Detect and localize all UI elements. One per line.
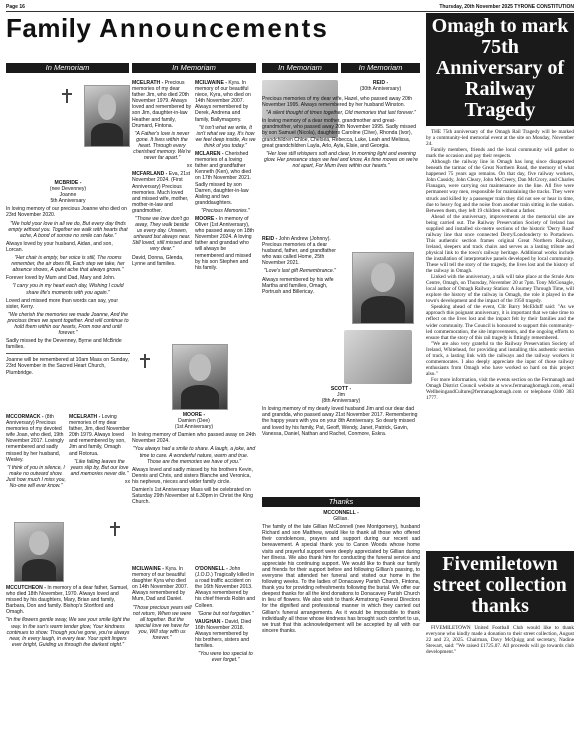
portrait-photo	[352, 252, 414, 324]
page-header	[6, 4, 574, 12]
notice-reid-heading: REID - (30th Anniversary)	[359, 80, 402, 92]
page-number: Page 16	[6, 4, 25, 10]
article-body-fivemiletown: FIVEMILETOWN United Football Club would like to thank everyone who kindly made a donation to their street collection, August 22 and 23, 2025. Chairman, Davy McQuigg and secretary, Nadine Stewart, said: "We raised £1725.07. All proceeds will go towards club development."	[426, 625, 574, 656]
page-title	[6, 13, 426, 43]
section-strip-3: In Memoriam	[262, 63, 338, 73]
section-strip-2: In Memoriam	[132, 63, 256, 73]
article-title-fivemiletown: Fivemiletown street collection thanks	[426, 551, 574, 622]
article-body-railway: THE 75th anniversary of the Omagh Rail Tragedy will be marked by a community-led memorial event at the site on Monday, November 24. Family members, friends and the local community will gather to mark the occasion and pay their respects. Although the railway line in Omagh has long since disappeared beneath the tarmac of the Great Northern Road, the memory of what happened 75 years ago remains. On that day, five railway workers, John Cassidy, John Cleary, John McCreery, Dan McCrory, and Charles Flanagan, were carrying out maintenance on the line. All five were permanent way men, responsible for maintaining the tracks. They were struck and killed by a passenger train they did not see or hear in time, due to heavy fog and the noise from another train sitting in the station. Between them, they left 19 children without a father. Ahead of the anniversary, improvements at the memorial site are being carried out. The Railway Preservation Society of Ireland has supplied and installed six-metre sections of the historic 'Derry Road' railway line that once connected Derry/Londonderry to Portadown. This authentic section frames original Great Northern Railway, Ireland, sleepers and track chairs and serves as a lasting tribute and physical link to the town's railway heritage. Additional works include the installation of interpretative panels developed by local community. These will tell the story of the tragedy, the lives lost and the history of the railway in Omagh. Linked with the anniversary, a talk will take place at the Strule Arts Centre, Omagh, on Thursday, November 20 at 7pm. Tony McGonagle, local author of Omagh Railway Station: A Journey Through Time, will explore the history of the railway in Omagh, the role it played in the town's development and the impact of the 1950 tragedy. Speaking ahead of the event, Cllr Barry McElduff said: "As we approach this poignant anniversary, it is important that we take time to reflect on the lives lost and the impact felt by their families and the wider community. The Council is honoured to support this community-led commemoration, the site improvements, and the ongoing efforts to ensure that the story of this rail tragedy is fittingly remembered. "We are also very grateful to the Railway Preservation Society of Ireland, Whitehead, for providing and installing this authentic section of track, a lasting link with the railways and the railway workers it commemorates. I also deeply appreciate the input of those railway enthusiasts from Omagh who have worked so hard on this project also." For more information, visit the events section on the Fermanagh and Omagh District Council website at www.fermanaghomagh.com, email WellbeingandCulture@fermanaghomagh.com or telephone 0300 303 1777.	[426, 129, 574, 402]
notice-moore-damien: MOORE - Damien (Dee) (1st Anniversary) In loving memory of Damien who passed away on 24th November 2024. "You always had a smile to share. A laugh, a joke, and time to care. A wonderful nature, warm and true. Those are the memories we have of you." Always loved and sadly missed by his brothers Kevin, Dennis and Chris, and sisters Blanche and Veronica, his nephews, nieces and wider family circle. Damien's 1st Anniversary Mass will be celebrated on Saturday 29th November at 6.30pm in Christ the King Church.	[132, 412, 256, 506]
notice-reid-hazel: Precious memories of my dear wife, Hazel, who passed away 20th November 1995. Always remembered by her husband Winston. "A silent thought of times together, Old memories that last forever." In loving memory of a dear mother, grandmother and great-grandmother, who passed away 20th November 1995. Sadly missed by son Samuel (Nicola), daughters Caroline (Clive), Rhonda (Ivor), grandchildren Chloe, Chelsea, Rebecca, Luke, Leah and Melissa, great grandchildren Layla, Arlo, Ayla, Elsie, and Georgia. "Her love still whispers soft and clear, In morning light and evening glow. Her presence stays we feel and know, As time moves on we're not apart, For Mum lives within our hearts."	[262, 96, 418, 169]
sidebar-articles	[426, 13, 574, 675]
column-2-right: MCILWAINE - Kyra. In memory of our beautiful niece, Kyra, who died on 14th November 2007. Always remembered by Derek, Andrena and family, Ballymagorry. "It isn't what we write, It isn't what we say, It's how we feel deep inside, As we think of you today." MCLAREN - Cherished memories of a loving father and grandfather Kenneth (Ken), who died on 17th November 2021. Sadly missed by son Darren, daughter-in-law Aisling and two granddaughters. "Precious Memories." MOORE - In memory of Oliver (1st Anniversary), who passed away on 18th November 2024. A loving father and grandad who will always be remembered and missed by his son Stephen and his family.	[195, 80, 256, 271]
notice-odonnell-vaughan: O'DONNELL - John (J.O.D.) Tragically killed in a road traffic accident on the 16th November 2013. Always remembered by his chief friends Robin and Colleen. "Gone but not forgotten." VAUGHAN - David, Died 16th November 2018. Always remembered by his brothers, sisters and families. "You were too special to ever forget."	[195, 566, 256, 664]
notice-scott: SCOTT - Jim (8th Anniversary) In loving memory of my dearly loved husband Jim and our dear dad and grandda, who passed away 21st November 2017. Remembering the happy years with you on your 8th Anniversary. So dearly missed and loved by his family, Pat, Geoff, Wendy, Janet, Patrick, Gavin, Vanessa, Daniel, Nathan and Rachel, Conmore, Eskra.	[262, 386, 418, 437]
notice-reid-johnny: REID - John Andrew (Johnny). Precious memories of a dear husband, father, and grandfather who was called Home, 25th November 2021. "Love's last gift Remembrance." Always remembered by his wife Martha and families, Omagh, Portrush and Billericay.	[262, 236, 336, 295]
cross-icon	[62, 89, 72, 103]
article-title-railway: Omagh to mark 75th Anniversary of Railway Tragedy	[426, 13, 574, 126]
section-strip-4: In Memoriam	[341, 63, 420, 73]
notice-mcilwaine-2: MCILWAINE - Kyra. In memory of our beautiful daughter Kyra who died on 14th November 2007. Always remembered by Mum, Dad and Daniel. "Those precious years will not return, When we were all together. But the special love we have for you, Will stay with us forever."	[132, 566, 192, 642]
cross-icon	[110, 522, 120, 536]
cross-icon	[140, 354, 150, 368]
section-strip-1: In Memoriam	[6, 63, 129, 73]
issue-date: Thursday, 20th November 2025 TYRONE CONSTITUTION	[439, 4, 574, 10]
title-word-family: Family	[6, 13, 92, 43]
column-2-left: MCELRATH - Precious memories of my dear father Jim, who died 20th November 1979. Always loved and remembered by son Jim, daughter-in-law Heather and family, Drumard, Fintona. "A Father's love is never gone. It lives within the heart. Through every cherished memory. We're never far apart." xx MCFARLAND - Eva, 21st November 2024. (First Anniversary) Precious memories. Much loved and missed wife, mother, mother-in-law and grandmother. "Those we love don't go away, They walk beside us every day. Unseen, unheard but always near. Still loved, still missed and very dear." David, Donna, Glenda, Lynne and families.	[132, 80, 192, 267]
notice-mcelrath-1: MCELRATH - Loving memories of my dear father, Jim, died November 20th 1979. Always loved and remembered by son, Jim and family, Omagh and Rotorua. "Like falling leaves the years slip by, But our love and memories never die." xx	[69, 414, 130, 485]
notice-mcbride: MCBRIDE - (nee Devenney) Joanne 5th Anniversary In loving memory of our precious Joanne who died on 23rd November 2020. "We hold your love in all we do, But every day finds empty without you. Together we walk with hearts that ache, A bond of sorrow no smile can fake." Always loved by your husband, Aidan, and son, Lorcan. "Her chair is empty, her voice is still, The rooms remember, the air does fill, Each step we take, her absence shows, A quiet ache that always grows." Forever loved by Mum and Dad, Mary and John. "I carry you in my heart each day, Wishing I could share life's moments with you again." Loved and missed more than words can say, your sister, Kerry. "We cherish the memories we made Joanne, And the precious times we spent together. And will continue to hold them within our hearts, From now and until forever." Sadly missed by the Devenney, Byrne and McBride families. Joanne will be remembered at 10am Mass on Sunday, 23rd November in the Sacred Heart Church, Plumbridge.	[6, 180, 129, 376]
section-strip-thanks: Thanks	[262, 497, 420, 507]
notice-mccutcheon: MCCUTCHEON - In memory of a dear father, Samuel, who died 18th November, 1970. Always loved and missed by his daughters, Mary, Brian and family, Barbara, Don and family. Bishop's Stortford and Omagh. "In the flowers gentle sway, We see your smile light the way. In the sun's warm tender glow, Your kindness continues to show. Though you've gone, you're always near, In every laugh, in every tear. Your spirit lingers ever bright, Guiding us through the darkest night."	[6, 585, 130, 648]
bible-icon	[344, 330, 412, 384]
notice-mcconnell: MCCONNELL - Gillian. The family of the late Gillian McConnell (nee Montgomery), husband Richard and son Matthew, would like to thank all those who offered their condolences, prayers and support during our recent sad bereavement. A special thank you to Canon Woods whose home visits and prayerful support were deeply appreciated by Gillian during her illness. We also thank him for conducting the funeral service and appreciate his continuing support. We would like to thank our family and friends for their support before and following Gillian's passing, to everyone that attended her funeral and visited our home in the following weeks. To the ladies of Donacavey Parish Church, Fintona, thank you for providing refreshments following the burial. We offer our deepest thanks for all the kind donations to Donacavey Parish Church in lieu of flowers. We also wish to thank Armstrong Funeral Directors for the dignified and professional manner in which they carried out Gillian's funeral arrangements. As it would be impossible to thank individually all those whose kindness has brought such comfort to us, we trust that this acknowledgement will be accepted by all with our sincere thanks.	[262, 510, 420, 634]
notice-mccormack: MCCORMACK - (8th Anniversary) Precious memories of my devoted wife Joan, who died, 19th November 2017. Lovingly remembered and sadly missed by her husband, Wesley. "I think of you in silence, I make no outward show. Just how much I miss you, No-one will ever know."	[6, 414, 66, 490]
portrait-photo	[172, 344, 228, 410]
title-word-announcements: Announcements	[99, 13, 329, 43]
portrait-photo	[84, 85, 130, 147]
portrait-photo	[14, 522, 64, 582]
